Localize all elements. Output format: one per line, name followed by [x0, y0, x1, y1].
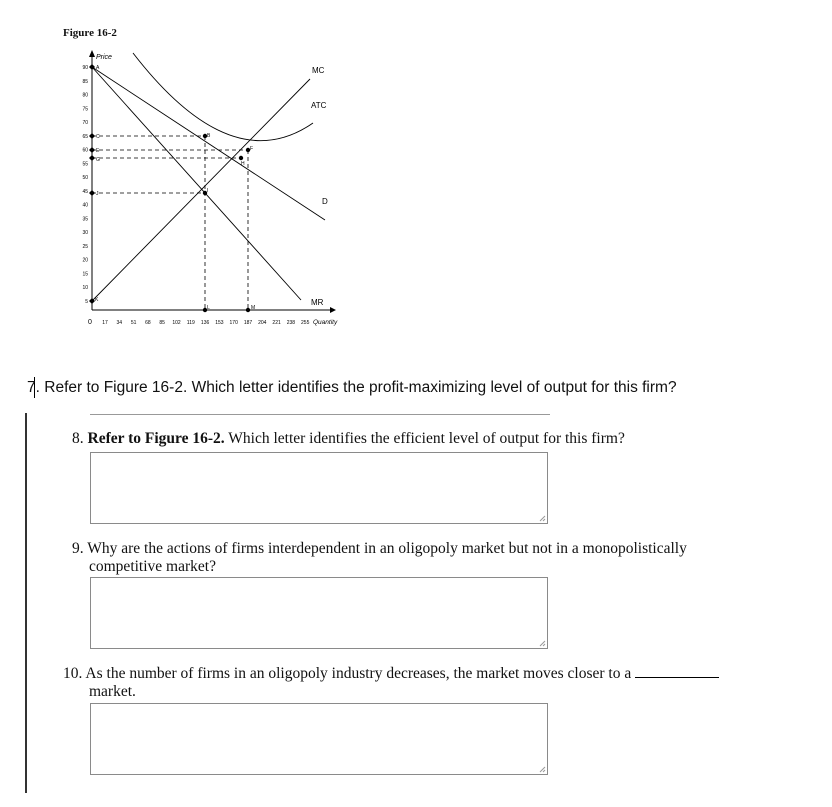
y-tick-label: 60	[82, 147, 88, 154]
y-tick-label: 55	[82, 161, 88, 168]
answer-field-9[interactable]	[90, 577, 548, 649]
y-tick-label: 5	[85, 298, 88, 305]
point-m-label: M	[251, 305, 256, 311]
question-9-number: 9.	[72, 540, 84, 557]
resize-grip-icon[interactable]	[538, 639, 546, 647]
figure-title: Figure 16-2	[63, 27, 117, 39]
y-tick-label: 30	[82, 230, 88, 236]
y-tick-label: 40	[82, 202, 88, 209]
x-tick-label: 85	[159, 320, 165, 326]
point-c	[89, 133, 95, 139]
answer-field-8[interactable]	[90, 452, 548, 524]
point-j-label: J	[96, 191, 99, 197]
point-k-label: K	[95, 297, 99, 303]
x-tick-label: 17	[102, 320, 108, 326]
y-tick-label: 45	[82, 188, 88, 195]
x-tick-label: 153	[215, 320, 224, 326]
y-tick-label: 50	[82, 175, 88, 181]
resize-grip-icon[interactable]	[538, 514, 546, 522]
fill-in-blank	[635, 665, 719, 678]
question-10-number: 10.	[63, 665, 83, 682]
question-8-number: 8.	[72, 430, 84, 447]
mr-label: MR	[311, 298, 324, 307]
y-tick-label: 10	[82, 285, 88, 291]
d-label: D	[322, 197, 328, 206]
x-tick-label: 170	[229, 320, 238, 326]
question-10-line1: As the number of firms in an oligopoly industry decreases, the market moves closer to a	[85, 665, 632, 682]
answer-field-10[interactable]	[90, 703, 548, 775]
point-m	[246, 308, 250, 312]
mc-curve	[92, 79, 310, 301]
point-b-label: B	[207, 133, 211, 139]
x-axis-arrow	[330, 307, 336, 313]
point-l-label: L	[207, 305, 210, 311]
y-tick-label: 85	[82, 78, 88, 85]
y-tick-label: 75	[82, 106, 88, 113]
question-7-rule	[90, 414, 550, 415]
y-tick-label: 70	[82, 120, 88, 126]
point-i-label: I	[207, 188, 209, 194]
atc-label: ATC	[311, 101, 327, 110]
y-tick-label: 35	[82, 216, 88, 223]
point-h-label: H	[241, 161, 245, 167]
x-tick-label: 119	[186, 320, 195, 326]
y-tick-label: 90	[82, 65, 88, 71]
x-tick-label: 221	[272, 320, 281, 326]
x-tick-label: 51	[130, 320, 137, 326]
x-tick-label: 0	[88, 319, 92, 326]
x-tick-label: 238	[286, 320, 296, 326]
y-tick-label: 25	[82, 243, 88, 250]
y-axis-arrow	[89, 50, 95, 57]
question-9-line1: Why are the actions of firms interdependent in an oligopoly market but not in a monopolistically	[87, 540, 687, 557]
point-a-label: A	[96, 65, 100, 71]
x-tick-label: 255	[301, 320, 310, 326]
question-10-line2: market.	[89, 683, 136, 700]
question-8-bold: Refer to Figure 16-2.	[87, 430, 225, 447]
y-ticks	[82, 65, 88, 305]
x-axis-label: Quantity	[313, 319, 338, 326]
point-c-label: C	[96, 134, 100, 140]
x-tick-label: 204	[258, 320, 267, 326]
question-7-text: Refer to Figure 16-2. Which letter identifies the profit-maximizing level of output for this firm?	[44, 379, 677, 396]
y-tick-label: 80	[82, 92, 88, 99]
y-tick-label: 65	[82, 133, 88, 140]
point-j	[89, 190, 95, 196]
question-7-number: 7.	[27, 379, 40, 396]
x-tick-label: 187	[243, 320, 253, 326]
left-margin-rule	[25, 413, 27, 793]
y-tick-label: 15	[82, 271, 88, 278]
question-8-text: Which letter identifies the efficient level of output for this firm?	[228, 430, 625, 447]
y-axis-label: Price	[96, 54, 112, 61]
point-e	[89, 147, 95, 153]
question-8	[72, 430, 772, 448]
question-7	[27, 379, 677, 397]
x-tick-label: 102	[172, 320, 181, 326]
economics-figure	[55, 45, 355, 335]
x-ticks	[88, 319, 310, 326]
resize-grip-icon[interactable]	[538, 765, 546, 773]
point-h	[239, 156, 243, 160]
mc-label: MC	[312, 66, 325, 75]
question-10	[63, 665, 763, 701]
point-f-label: F	[250, 146, 254, 152]
atc-curve	[133, 53, 313, 141]
point-e-label: E	[96, 148, 100, 154]
question-9-line2: competitive market?	[89, 558, 216, 575]
y-tick-label: 20	[82, 257, 88, 264]
x-tick-label: 136	[200, 320, 210, 326]
x-tick-label: 34	[116, 320, 123, 326]
point-g-label: G	[96, 157, 100, 163]
x-tick-label: 68	[145, 320, 151, 326]
point-g	[89, 155, 95, 161]
question-9	[72, 540, 772, 576]
